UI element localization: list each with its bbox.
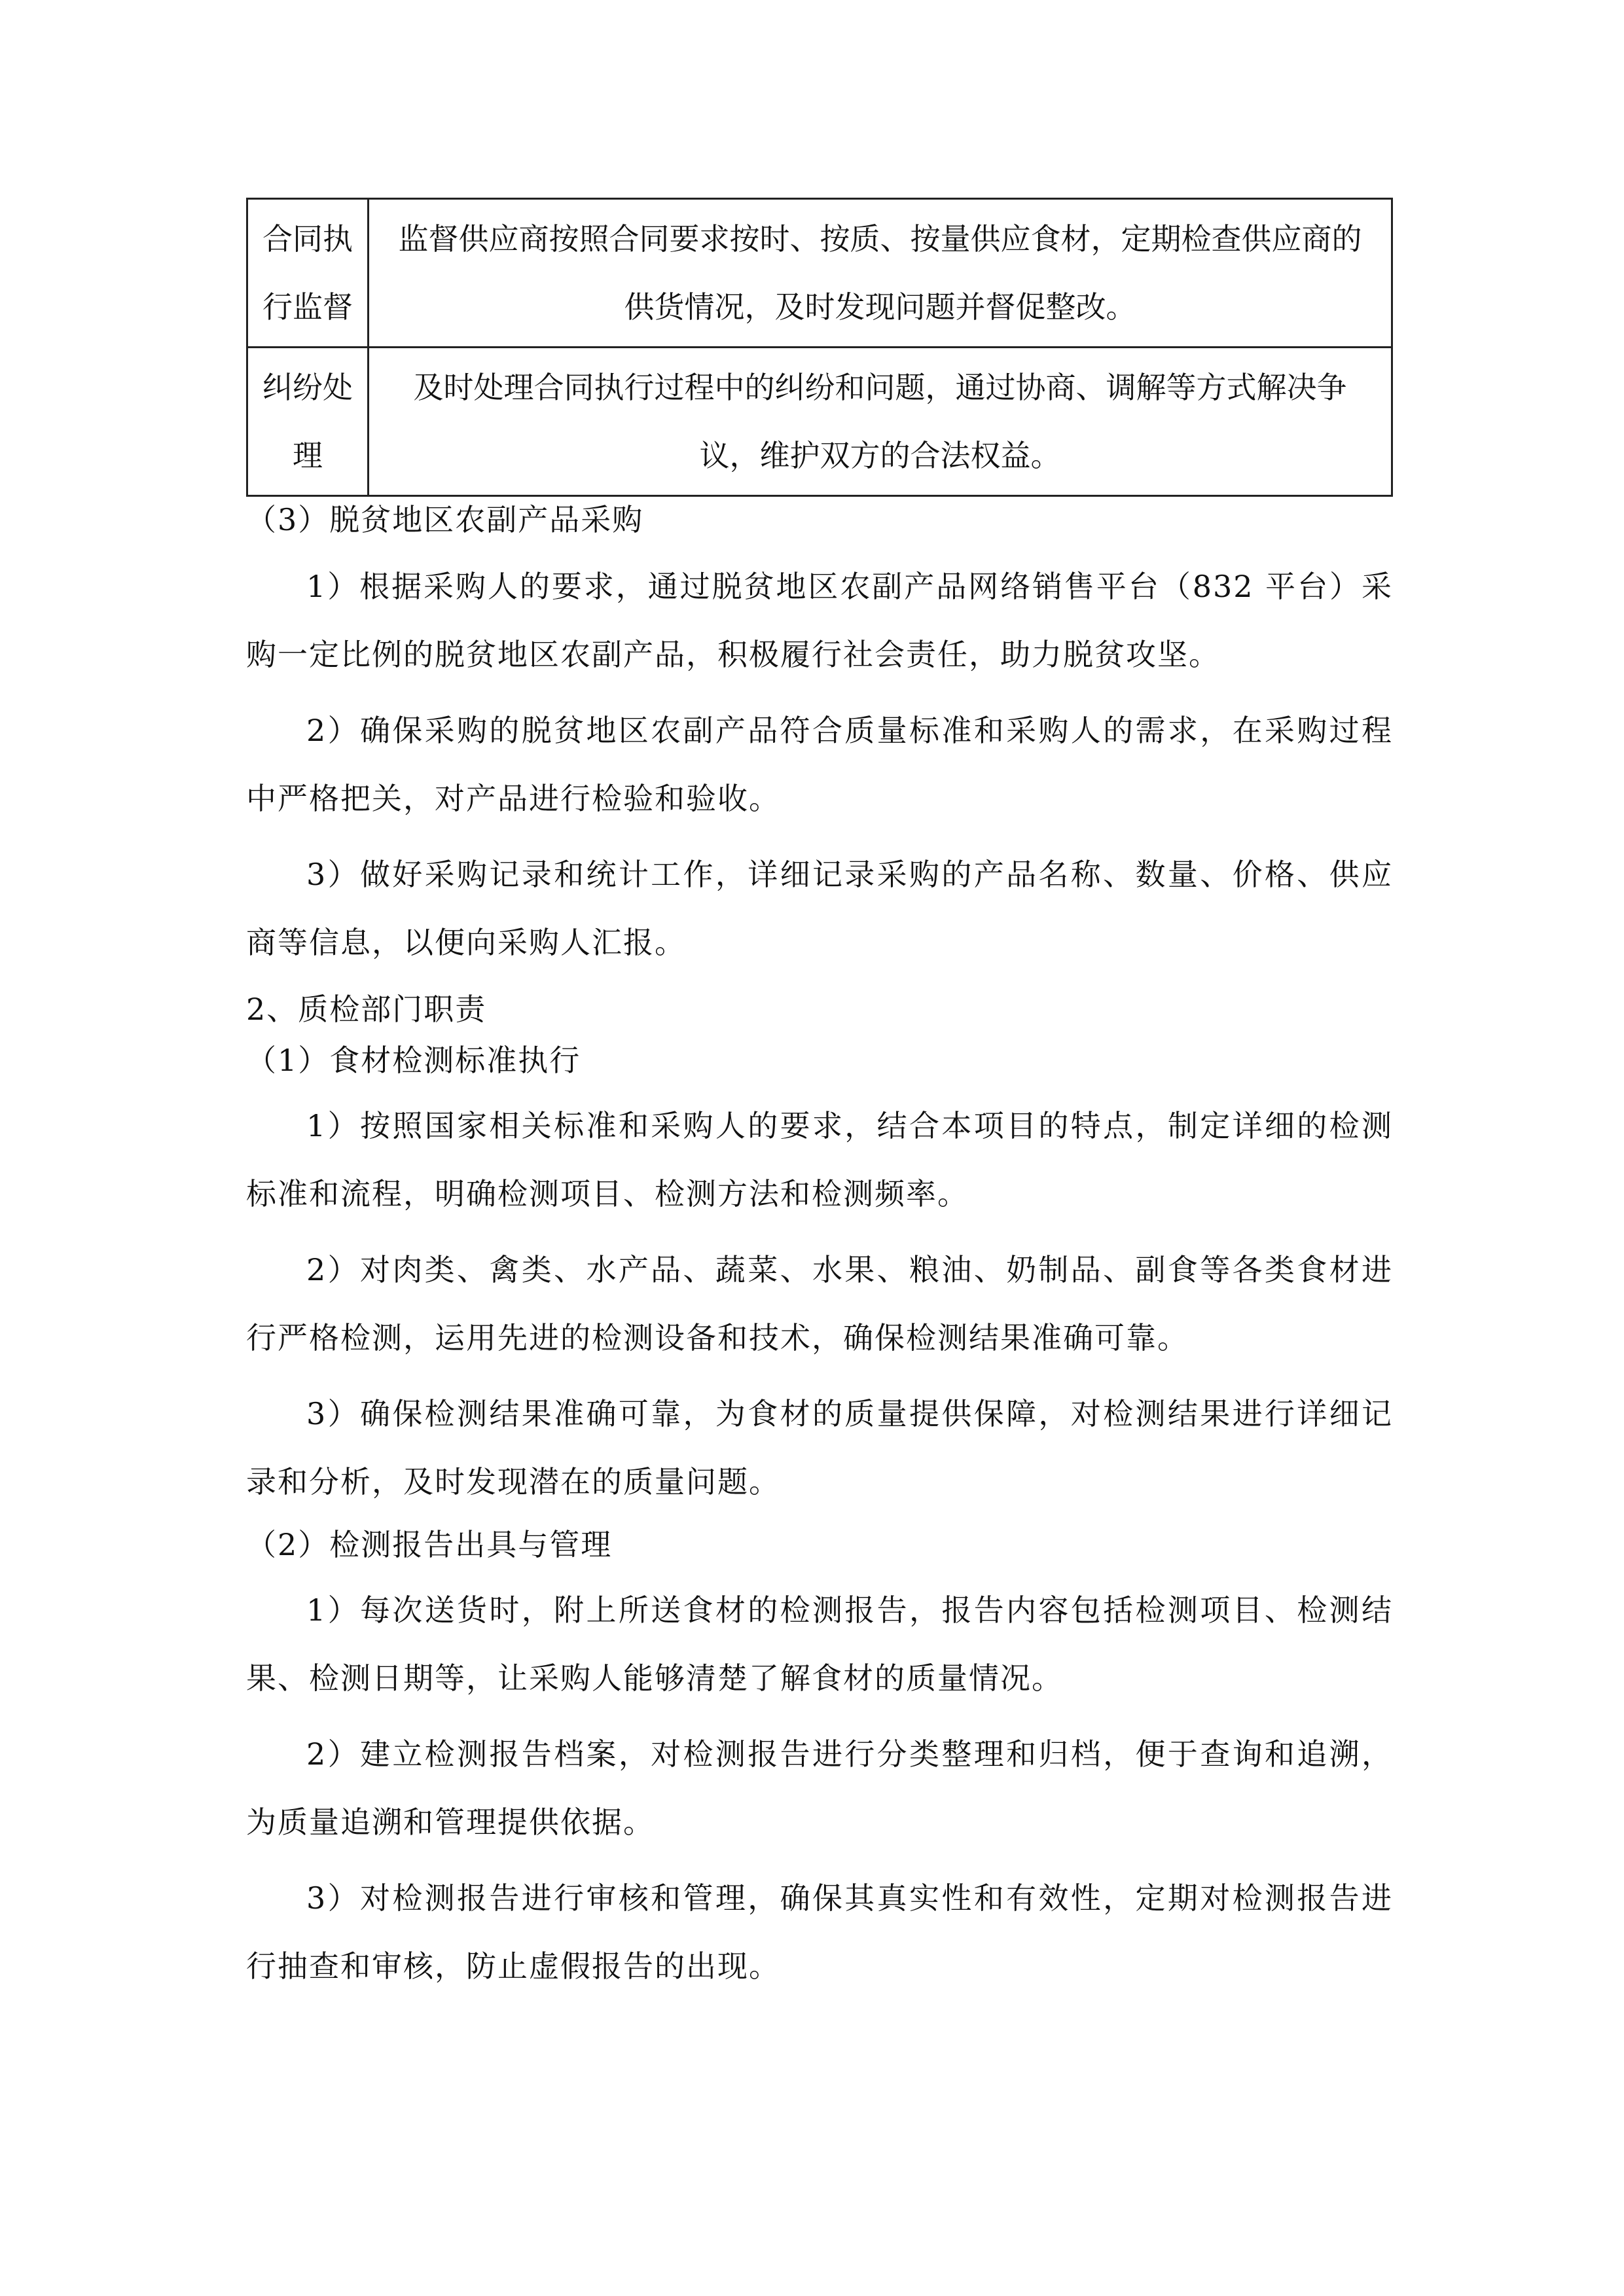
paragraph: 2）建立检测报告档案，对检测报告进行分类整理和归档，便于查询和追溯，为质量追溯和管理提供依据。 bbox=[246, 1736, 1393, 1840]
responsibility-table bbox=[246, 198, 1393, 497]
section-heading: （3）脱贫地区农副产品采购 bbox=[246, 502, 644, 537]
paragraph: 3）做好采购记录和统计工作，详细记录采购的产品名称、数量、价格、供应商等信息，以便向采购人汇报。 bbox=[246, 857, 1393, 960]
paragraph: 1）根据采购人的要求，通过脱贫地区农副产品网络销售平台（832 平台）采购一定比例的脱贫地区农副产品，积极履行社会责任，助力脱贫攻坚。 bbox=[246, 569, 1393, 672]
table-label-cell: 合同执行监督 bbox=[247, 199, 369, 348]
section-heading: （2）检测报告出具与管理 bbox=[246, 1527, 613, 1562]
paragraph: 3）确保检测结果准确可靠，为食材的质量提供保障，对检测结果进行详细记录和分析，及时发现潜在的质量问题。 bbox=[246, 1396, 1393, 1499]
paragraph: 2）对肉类、禽类、水产品、蔬菜、水果、粮油、奶制品、副食等各类食材进行严格检测，运用先进的检测设备和技术，确保检测结果准确可靠。 bbox=[246, 1252, 1393, 1355]
paragraph: 1）每次送货时，附上所送食材的检测报告，报告内容包括检测项目、检测结果、检测日期等，让采购人能够清楚了解食材的质量情况。 bbox=[246, 1592, 1393, 1696]
table-content-cell: 监督供应商按照合同要求按时、按质、按量供应食材，定期检查供应商的供货情况，及时发现问题并督促整改。 bbox=[369, 199, 1392, 348]
paragraph: 2）确保采购的脱贫地区农副产品符合质量标准和采购人的需求，在采购过程中严格把关，对产品进行检验和验收。 bbox=[246, 713, 1393, 816]
table-row bbox=[247, 199, 1392, 348]
section-heading: （1）食材检测标准执行 bbox=[246, 1043, 581, 1078]
paragraph: 3）对检测报告进行审核和管理，确保其真实性和有效性，定期对检测报告进行抽查和审核，防止虚假报告的出现。 bbox=[246, 1880, 1393, 1984]
table-content-cell: 及时处理合同执行过程中的纠纷和问题，通过协商、调解等方式解决争议，维护双方的合法权益。 bbox=[369, 348, 1392, 496]
table-label-cell: 纠纷处理 bbox=[247, 348, 369, 496]
table-row bbox=[247, 348, 1392, 496]
section-heading: 2、质检部门职责 bbox=[246, 992, 487, 1027]
paragraph: 1）按照国家相关标准和采购人的要求，结合本项目的特点，制定详细的检测标准和流程，明确检测项目、检测方法和检测频率。 bbox=[246, 1108, 1393, 1211]
